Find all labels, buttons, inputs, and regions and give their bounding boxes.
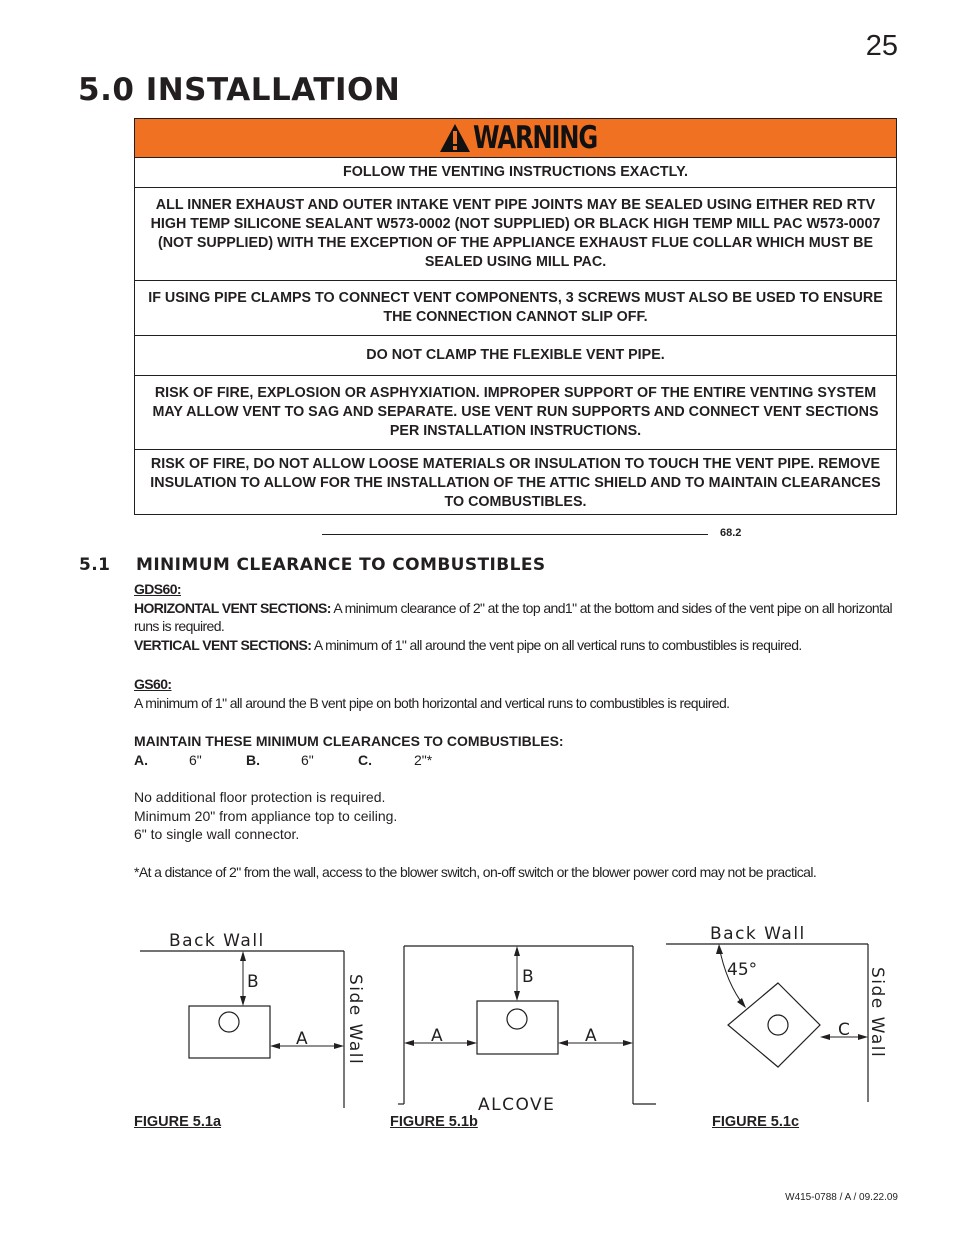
document-code: W415-0788 / A / 09.22.09 <box>785 1192 898 1203</box>
gds60-horizontal <box>134 599 904 636</box>
page-number: 25 <box>865 30 898 62</box>
note-item: Minimum 20" from appliance top to ceiling. <box>134 807 398 824</box>
clearance-c-value: 2"* <box>414 751 433 768</box>
vertical-text: A minimum of 1" all around the vent pipe on all vertical runs to combustibles is required. <box>311 636 802 653</box>
warning-triangle-icon <box>439 123 471 153</box>
warning-row: FOLLOW THE VENTING INSTRUCTIONS EXACTLY. <box>135 158 896 188</box>
side-wall-label: Side Wall <box>345 974 365 1066</box>
alcove-label: ALCOVE <box>478 1095 556 1115</box>
gds60-vertical <box>134 636 904 655</box>
gs60-heading: GS60: <box>134 676 172 692</box>
vertical-label: VERTICAL VENT SECTIONS: <box>134 636 312 653</box>
section-title-text: MINIMUM CLEARANCE TO COMBUSTIBLES <box>136 555 546 575</box>
figure-5-1a-label: FIGURE 5.1a <box>134 1114 222 1130</box>
figure-5-1b-label: FIGURE 5.1b <box>390 1114 478 1130</box>
dim-b-label: B <box>522 967 534 987</box>
figure-5-1c-diagram <box>666 915 901 1105</box>
back-wall-label: Back Wall <box>169 931 265 951</box>
figure-5-1a-diagram <box>140 920 380 1110</box>
clearance-c-label: C. <box>358 751 372 768</box>
section-title <box>79 555 546 575</box>
reference-code: 68.2 <box>720 527 742 539</box>
dim-b-label: B <box>247 972 259 992</box>
warning-row: RISK OF FIRE, EXPLOSION OR ASPHYXIATION. IMPROPER SUPPORT OF THE ENTIRE VENTING SYSTEM MAY ALLOW VENT TO SAG AND SEPARATE. USE VENT RUN SUPPORTS AND CONNECT VENT SECTIONS PER INSTALLATION INSTRUCTIONS. <box>135 376 896 450</box>
gds60-heading: GDS60: <box>134 581 181 597</box>
clearances-heading: MAINTAIN THESE MINIMUM CLEARANCES TO COMBUSTIBLES: <box>134 733 564 749</box>
gds60-block <box>134 580 904 654</box>
note-item: 6" to single wall connector. <box>134 826 300 842</box>
clearance-b-label: B. <box>246 751 260 768</box>
clearances-list <box>134 751 904 770</box>
dim-a-label: A <box>296 1029 308 1049</box>
clearance-b-value: 6" <box>301 751 314 768</box>
page-title: 5.0 INSTALLATION <box>78 72 401 108</box>
warning-row: DO NOT CLAMP THE FLEXIBLE VENT PIPE. <box>135 336 896 376</box>
back-wall-label: Back Wall <box>710 924 806 944</box>
horizontal-label: HORIZONTAL VENT SECTIONS: <box>134 599 331 616</box>
clearance-a-label: A. <box>134 751 148 768</box>
angle-label: 45° <box>727 960 758 980</box>
warning-row: RISK OF FIRE, DO NOT ALLOW LOOSE MATERIALS OR INSULATION TO TOUCH THE VENT PIPE. REMOVE INSULATION TO ALLOW FOR THE INSTALLATION OF THE ATTIC SHIELD AND TO MAINTAIN CLEARANCES TO COMBUSTIBLES. <box>150 455 881 510</box>
footnote: *At a distance of 2" from the wall, access to the blower switch, on-off switch or the blower power cord may not be practical. <box>134 864 817 880</box>
gs60-block <box>134 675 904 712</box>
figure-5-1c-label: FIGURE 5.1c <box>712 1114 800 1130</box>
warning-header <box>135 119 896 158</box>
side-wall-label: Side Wall <box>867 967 887 1059</box>
section-number: 5.1 <box>79 555 111 575</box>
dim-a-left-label: A <box>431 1026 443 1046</box>
gs60-text: A minimum of 1" all around the B vent pipe on both horizontal and vertical runs to combustibles is required. <box>134 694 730 711</box>
warning-label: WARNING <box>472 120 598 156</box>
figure-5-1b-diagram <box>398 940 660 1115</box>
clearances-block <box>134 732 904 770</box>
notes-block <box>134 788 904 844</box>
horizontal-text: A minimum clearance of 2" at the top and1" at the bottom and sides of the vent pipe on all horizontal runs is required. <box>134 599 893 634</box>
clearance-a-value: 6" <box>189 751 202 768</box>
dim-a-right-label: A <box>585 1026 597 1046</box>
warning-row: IF USING PIPE CLAMPS TO CONNECT VENT COMPONENTS, 3 SCREWS MUST ALSO BE USED TO ENSURE THE CONNECTION CANNOT SLIP OFF. <box>135 281 896 336</box>
dim-c-label: C <box>838 1020 850 1040</box>
reference-rule <box>322 534 708 535</box>
warning-box <box>134 118 897 515</box>
note-item: No additional floor protection is required. <box>134 789 386 805</box>
warning-row: ALL INNER EXHAUST AND OUTER INTAKE VENT PIPE JOINTS MAY BE SEALED USING EITHER RED RTV HIGH TEMP SILICONE SEALANT W573-0002 (NOT SUPPLIED) OR BLACK HIGH TEMP MILL PAC W573-0007 (NOT SUPPLIED) WITH THE EXCEPTION OF THE APPLIANCE EXHAUST FLUE COLLAR WHICH MUST BE SEALED USING MILL PAC. <box>135 188 896 281</box>
